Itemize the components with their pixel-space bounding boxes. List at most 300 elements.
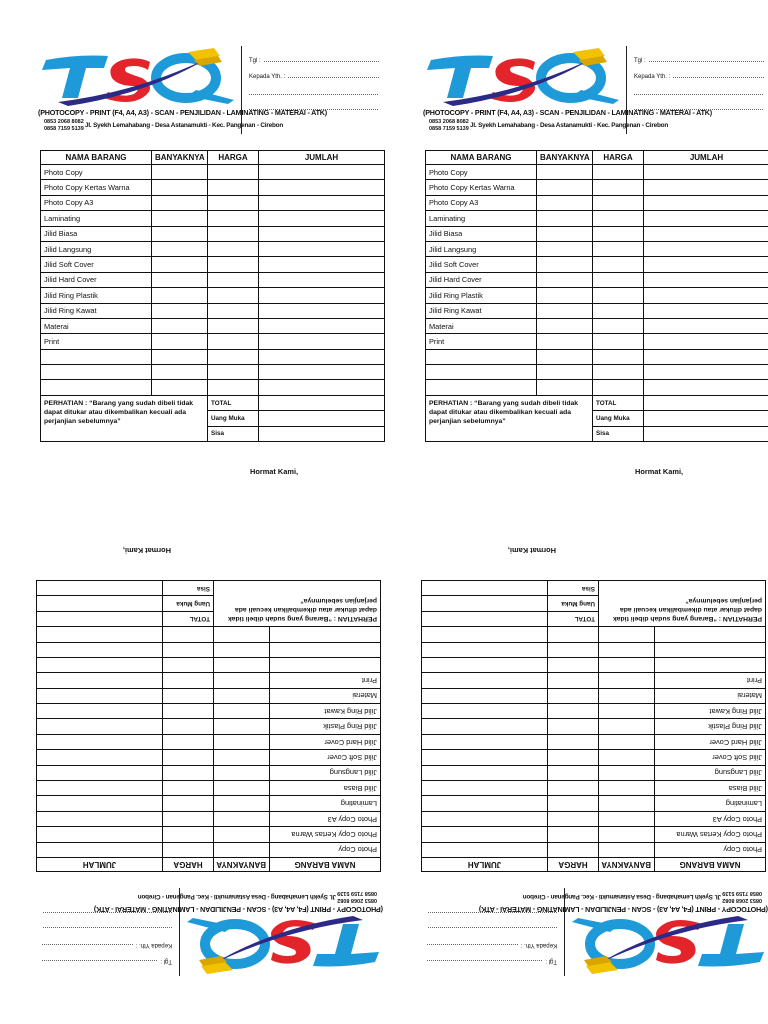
price-cell[interactable] xyxy=(593,365,644,380)
amount-cell[interactable] xyxy=(644,318,768,333)
recipient-extra-line[interactable] xyxy=(249,80,378,95)
date-field[interactable] xyxy=(427,960,542,961)
amount-cell[interactable] xyxy=(259,226,385,241)
price-cell[interactable] xyxy=(208,211,259,226)
item-name: Print xyxy=(41,334,152,349)
amount-cell[interactable] xyxy=(422,734,548,749)
amount-cell[interactable] xyxy=(259,241,385,256)
qty-cell[interactable] xyxy=(214,719,270,734)
qty-cell[interactable] xyxy=(599,704,655,719)
recipient-extra-line[interactable] xyxy=(428,927,557,942)
amount-cell[interactable] xyxy=(644,380,768,395)
price-cell[interactable] xyxy=(163,796,214,811)
price-cell[interactable] xyxy=(163,657,214,672)
price-cell[interactable] xyxy=(548,827,599,842)
qty-cell[interactable] xyxy=(599,827,655,842)
qty-cell[interactable] xyxy=(599,765,655,780)
amount-cell[interactable] xyxy=(259,211,385,226)
total-value[interactable] xyxy=(37,611,163,626)
item-name: Photo Copy xyxy=(41,165,152,180)
qty-cell[interactable] xyxy=(152,211,208,226)
date-field[interactable] xyxy=(649,61,764,62)
amount-cell[interactable] xyxy=(37,842,163,857)
qty-cell[interactable] xyxy=(537,241,593,256)
price-cell[interactable] xyxy=(163,811,214,826)
qty-cell[interactable] xyxy=(214,827,270,842)
amount-cell[interactable] xyxy=(37,642,163,657)
price-cell[interactable] xyxy=(163,734,214,749)
amount-cell[interactable] xyxy=(259,180,385,195)
item-name: Jilid Hard Cover xyxy=(655,734,766,749)
price-cell[interactable] xyxy=(593,318,644,333)
amount-cell[interactable] xyxy=(422,811,548,826)
col-nama-barang: NAMA BARANG xyxy=(270,858,381,872)
qty-cell[interactable] xyxy=(537,365,593,380)
price-cell[interactable] xyxy=(163,673,214,688)
table-row xyxy=(41,288,385,303)
item-name: Photo Copy Kertas Warna xyxy=(426,180,537,195)
price-cell[interactable] xyxy=(548,734,599,749)
amount-cell[interactable] xyxy=(259,288,385,303)
amount-cell[interactable] xyxy=(422,750,548,765)
price-cell[interactable] xyxy=(548,750,599,765)
amount-cell[interactable] xyxy=(259,165,385,180)
header-divider xyxy=(241,46,242,134)
price-cell[interactable] xyxy=(548,719,599,734)
amount-cell[interactable] xyxy=(259,334,385,349)
item-name xyxy=(41,349,152,364)
price-cell[interactable] xyxy=(208,180,259,195)
total-label: TOTAL xyxy=(208,395,259,410)
price-cell[interactable] xyxy=(593,241,644,256)
qty-cell[interactable] xyxy=(214,765,270,780)
total-row xyxy=(426,395,768,410)
qty-cell[interactable] xyxy=(152,349,208,364)
down-payment-value[interactable] xyxy=(644,411,768,426)
amount-cell[interactable] xyxy=(422,719,548,734)
recipient-label: Kepada Yth. : xyxy=(520,942,557,948)
price-cell[interactable] xyxy=(163,688,214,703)
price-cell[interactable] xyxy=(208,226,259,241)
amount-cell[interactable] xyxy=(644,165,768,180)
qty-cell[interactable] xyxy=(214,627,270,642)
amount-cell[interactable] xyxy=(37,781,163,796)
item-name: Jilid Ring Plastik xyxy=(41,288,152,303)
down-payment-value[interactable] xyxy=(259,411,385,426)
qty-cell[interactable] xyxy=(152,165,208,180)
amount-cell[interactable] xyxy=(644,334,768,349)
total-value[interactable] xyxy=(259,395,385,410)
item-name: Jilid Ring Kawat xyxy=(426,303,537,318)
total-label: TOTAL xyxy=(593,395,644,410)
amount-cell[interactable] xyxy=(259,365,385,380)
qty-cell[interactable] xyxy=(537,257,593,272)
qty-cell[interactable] xyxy=(599,734,655,749)
col-nama-barang: NAMA BARANG xyxy=(426,151,537,165)
down-payment-value[interactable] xyxy=(422,596,548,611)
amount-cell[interactable] xyxy=(37,811,163,826)
recipient-label: Kepada Yth. : xyxy=(634,74,671,80)
table-row xyxy=(41,365,385,380)
remaining-value[interactable] xyxy=(422,580,548,595)
phone-1: 0853 2068 8082 xyxy=(429,119,469,125)
qty-cell[interactable] xyxy=(152,318,208,333)
col-jumlah: JUMLAH xyxy=(644,151,768,165)
qty-cell[interactable] xyxy=(537,226,593,241)
customer-fields xyxy=(42,912,172,974)
qty-cell[interactable] xyxy=(152,226,208,241)
item-name: Jilid Ring Plastik xyxy=(655,719,766,734)
qty-cell[interactable] xyxy=(537,349,593,364)
recipient-field[interactable] xyxy=(288,77,379,78)
amount-cell[interactable] xyxy=(259,380,385,395)
table-row xyxy=(426,211,768,226)
table-row xyxy=(37,842,381,857)
qty-cell[interactable] xyxy=(214,657,270,672)
price-cell[interactable] xyxy=(593,349,644,364)
item-name: Photo Copy Kertas Warna xyxy=(655,827,766,842)
price-cell[interactable] xyxy=(548,642,599,657)
amount-cell[interactable] xyxy=(422,704,548,719)
amount-cell[interactable] xyxy=(422,827,548,842)
table-row xyxy=(426,303,768,318)
table-row xyxy=(37,796,381,811)
table-row xyxy=(422,627,766,642)
table-row xyxy=(37,719,381,734)
amount-cell[interactable] xyxy=(37,657,163,672)
amount-cell[interactable] xyxy=(422,627,548,642)
qty-cell[interactable] xyxy=(537,211,593,226)
recipient-row xyxy=(249,64,379,80)
amount-cell[interactable] xyxy=(422,842,548,857)
price-cell[interactable] xyxy=(208,334,259,349)
price-cell[interactable] xyxy=(208,195,259,210)
amount-cell[interactable] xyxy=(644,349,768,364)
amount-cell[interactable] xyxy=(422,765,548,780)
amount-cell[interactable] xyxy=(37,827,163,842)
amount-cell[interactable] xyxy=(644,288,768,303)
table-row xyxy=(426,241,768,256)
services-line: (PHOTOCOPY - PRINT (F4, A4, A3) - SCAN - PENJILIDAN - LAMINATING - MATERAI - ATK) xyxy=(38,108,327,117)
table-row xyxy=(422,688,766,703)
table-row xyxy=(41,318,385,333)
item-name: Print xyxy=(655,673,766,688)
customer-fields xyxy=(249,48,379,110)
amount-cell[interactable] xyxy=(422,657,548,672)
services-line: (PHOTOCOPY - PRINT (F4, A4, A3) - SCAN - PENJILIDAN - LAMINATING - MATERAI - ATK) xyxy=(94,905,383,914)
amount-cell[interactable] xyxy=(259,318,385,333)
recipient-extra-line[interactable] xyxy=(634,80,763,95)
item-name: Jilid Soft Cover xyxy=(270,750,381,765)
amount-cell[interactable] xyxy=(644,195,768,210)
qty-cell[interactable] xyxy=(537,195,593,210)
qty-cell[interactable] xyxy=(152,334,208,349)
qty-cell[interactable] xyxy=(214,811,270,826)
qty-cell[interactable] xyxy=(599,750,655,765)
price-cell[interactable] xyxy=(593,195,644,210)
amount-cell[interactable] xyxy=(422,796,548,811)
qty-cell[interactable] xyxy=(537,334,593,349)
amount-cell[interactable] xyxy=(37,627,163,642)
table-row xyxy=(422,719,766,734)
qty-cell[interactable] xyxy=(599,796,655,811)
qty-cell[interactable] xyxy=(152,380,208,395)
table-row xyxy=(41,180,385,195)
price-cell[interactable] xyxy=(593,211,644,226)
price-cell[interactable] xyxy=(163,765,214,780)
recipient-extra-line[interactable] xyxy=(43,912,172,927)
price-cell[interactable] xyxy=(548,673,599,688)
items-table xyxy=(421,580,766,872)
price-cell[interactable] xyxy=(208,257,259,272)
price-cell[interactable] xyxy=(208,241,259,256)
qty-cell[interactable] xyxy=(599,673,655,688)
recipient-field[interactable] xyxy=(673,77,764,78)
qty-cell[interactable] xyxy=(152,180,208,195)
item-name: Jilid Hard Cover xyxy=(270,734,381,749)
price-cell[interactable] xyxy=(163,781,214,796)
price-cell[interactable] xyxy=(208,365,259,380)
item-name xyxy=(270,627,381,642)
table-row xyxy=(41,226,385,241)
table-row xyxy=(422,734,766,749)
item-name: Photo Copy Kertas Warna xyxy=(41,180,152,195)
item-name: Jilid Ring Plastik xyxy=(270,719,381,734)
remaining-value[interactable] xyxy=(259,426,385,441)
recipient-extra-line[interactable] xyxy=(634,95,763,110)
amount-cell[interactable] xyxy=(37,734,163,749)
table-row xyxy=(426,180,768,195)
tsq-logo xyxy=(568,916,768,976)
date-field[interactable] xyxy=(264,61,379,62)
col-harga: HARGA xyxy=(593,151,644,165)
price-cell[interactable] xyxy=(548,842,599,857)
remaining-value[interactable] xyxy=(37,580,163,595)
table-header-row xyxy=(422,858,766,872)
table-row xyxy=(426,365,768,380)
receipt-form xyxy=(423,516,768,976)
item-name: Jilid Hard Cover xyxy=(41,272,152,287)
table-row xyxy=(422,704,766,719)
table-row xyxy=(426,226,768,241)
price-cell[interactable] xyxy=(593,334,644,349)
qty-cell[interactable] xyxy=(599,842,655,857)
amount-cell[interactable] xyxy=(37,750,163,765)
amount-cell[interactable] xyxy=(644,272,768,287)
amount-cell[interactable] xyxy=(422,642,548,657)
qty-cell[interactable] xyxy=(599,642,655,657)
qty-cell[interactable] xyxy=(599,627,655,642)
price-cell[interactable] xyxy=(593,226,644,241)
qty-cell[interactable] xyxy=(537,272,593,287)
amount-cell[interactable] xyxy=(259,272,385,287)
receipt-form xyxy=(38,516,383,976)
amount-cell[interactable] xyxy=(644,303,768,318)
qty-cell[interactable] xyxy=(537,380,593,395)
qty-cell[interactable] xyxy=(152,257,208,272)
shop-address: Jl. Syekh Lemahabang - Desa Astanamukti - Kec. Pangenan - Cirebon xyxy=(470,122,669,129)
qty-cell[interactable] xyxy=(214,781,270,796)
qty-cell[interactable] xyxy=(537,318,593,333)
recipient-extra-line[interactable] xyxy=(428,912,557,927)
amount-cell[interactable] xyxy=(37,704,163,719)
recipient-field[interactable] xyxy=(427,944,518,945)
amount-cell[interactable] xyxy=(259,257,385,272)
price-cell[interactable] xyxy=(548,811,599,826)
item-name xyxy=(41,365,152,380)
price-cell[interactable] xyxy=(548,765,599,780)
amount-cell[interactable] xyxy=(422,688,548,703)
col-jumlah: JUMLAH xyxy=(37,858,163,872)
table-row xyxy=(422,750,766,765)
remaining-label: Sisa xyxy=(593,426,644,441)
remaining-label: Sisa xyxy=(548,580,599,595)
amount-cell[interactable] xyxy=(644,211,768,226)
signature-label: Hormat Kami, xyxy=(507,546,556,555)
item-name: Jilid Soft Cover xyxy=(426,257,537,272)
price-cell[interactable] xyxy=(548,627,599,642)
price-cell[interactable] xyxy=(548,796,599,811)
total-value[interactable] xyxy=(644,395,768,410)
recipient-extra-line[interactable] xyxy=(43,927,172,942)
amount-cell[interactable] xyxy=(644,180,768,195)
qty-cell[interactable] xyxy=(537,180,593,195)
table-row xyxy=(422,827,766,842)
col-harga: HARGA xyxy=(548,858,599,872)
receipt-form xyxy=(38,46,383,506)
table-row xyxy=(37,627,381,642)
amount-cell[interactable] xyxy=(422,673,548,688)
price-cell[interactable] xyxy=(593,380,644,395)
amount-cell[interactable] xyxy=(259,303,385,318)
phone-2: 0858 7159 5139 xyxy=(429,126,469,132)
receipt-form xyxy=(423,46,768,506)
item-name: Photo Copy xyxy=(426,165,537,180)
table-row xyxy=(422,765,766,780)
qty-cell[interactable] xyxy=(214,704,270,719)
price-cell[interactable] xyxy=(208,272,259,287)
amount-cell[interactable] xyxy=(37,765,163,780)
price-cell[interactable] xyxy=(163,842,214,857)
date-label: Tgl : xyxy=(160,958,172,964)
price-cell[interactable] xyxy=(208,318,259,333)
amount-cell[interactable] xyxy=(37,688,163,703)
qty-cell[interactable] xyxy=(152,241,208,256)
recipient-extra-line[interactable] xyxy=(249,95,378,110)
price-cell[interactable] xyxy=(208,288,259,303)
price-cell[interactable] xyxy=(593,303,644,318)
qty-cell[interactable] xyxy=(599,688,655,703)
remaining-value[interactable] xyxy=(644,426,768,441)
header-divider xyxy=(564,888,565,976)
down-payment-value[interactable] xyxy=(37,596,163,611)
qty-cell[interactable] xyxy=(214,642,270,657)
qty-cell[interactable] xyxy=(214,750,270,765)
table-row xyxy=(41,165,385,180)
tsq-logo xyxy=(423,46,623,106)
amount-cell[interactable] xyxy=(259,349,385,364)
total-value[interactable] xyxy=(422,611,548,626)
amount-cell[interactable] xyxy=(644,241,768,256)
date-row xyxy=(42,958,172,974)
table-row xyxy=(41,303,385,318)
qty-cell[interactable] xyxy=(214,842,270,857)
amount-cell[interactable] xyxy=(37,796,163,811)
qty-cell[interactable] xyxy=(599,657,655,672)
phone-1: 0853 2068 8082 xyxy=(337,897,377,903)
price-cell[interactable] xyxy=(548,657,599,672)
amount-cell[interactable] xyxy=(644,365,768,380)
price-cell[interactable] xyxy=(593,165,644,180)
price-cell[interactable] xyxy=(163,827,214,842)
price-cell[interactable] xyxy=(208,349,259,364)
table-row xyxy=(37,781,381,796)
price-cell[interactable] xyxy=(208,165,259,180)
qty-cell[interactable] xyxy=(537,288,593,303)
items-table xyxy=(425,150,768,442)
amount-cell[interactable] xyxy=(644,226,768,241)
qty-cell[interactable] xyxy=(599,719,655,734)
price-cell[interactable] xyxy=(593,272,644,287)
table-row xyxy=(37,750,381,765)
price-cell[interactable] xyxy=(548,704,599,719)
items-table xyxy=(36,580,381,872)
qty-cell[interactable] xyxy=(152,195,208,210)
amount-cell[interactable] xyxy=(422,781,548,796)
item-name: Photo Copy xyxy=(270,842,381,857)
price-cell[interactable] xyxy=(163,627,214,642)
price-cell[interactable] xyxy=(163,642,214,657)
table-row xyxy=(426,380,768,395)
qty-cell[interactable] xyxy=(599,781,655,796)
table-row xyxy=(37,673,381,688)
price-cell[interactable] xyxy=(548,781,599,796)
qty-cell[interactable] xyxy=(214,688,270,703)
amount-cell[interactable] xyxy=(644,257,768,272)
price-cell[interactable] xyxy=(208,380,259,395)
price-cell[interactable] xyxy=(163,704,214,719)
amount-cell[interactable] xyxy=(37,719,163,734)
price-cell[interactable] xyxy=(548,688,599,703)
qty-cell[interactable] xyxy=(214,796,270,811)
qty-cell[interactable] xyxy=(152,303,208,318)
qty-cell[interactable] xyxy=(537,165,593,180)
amount-cell[interactable] xyxy=(37,673,163,688)
qty-cell[interactable] xyxy=(152,272,208,287)
qty-cell[interactable] xyxy=(599,811,655,826)
date-field[interactable] xyxy=(42,960,157,961)
qty-cell[interactable] xyxy=(152,288,208,303)
date-label: Tgl : xyxy=(634,58,646,64)
qty-cell[interactable] xyxy=(537,303,593,318)
price-cell[interactable] xyxy=(593,180,644,195)
recipient-field[interactable] xyxy=(42,944,133,945)
qty-cell[interactable] xyxy=(214,673,270,688)
price-cell[interactable] xyxy=(208,303,259,318)
col-banyaknya: BANYAKNYA xyxy=(214,858,270,872)
price-cell[interactable] xyxy=(163,719,214,734)
amount-cell[interactable] xyxy=(259,195,385,210)
qty-cell[interactable] xyxy=(152,365,208,380)
item-name: Jilid Ring Plastik xyxy=(426,288,537,303)
table-header-row xyxy=(41,151,385,165)
price-cell[interactable] xyxy=(593,257,644,272)
price-cell[interactable] xyxy=(163,750,214,765)
item-name xyxy=(426,365,537,380)
price-cell[interactable] xyxy=(593,288,644,303)
qty-cell[interactable] xyxy=(214,734,270,749)
table-row xyxy=(37,657,381,672)
